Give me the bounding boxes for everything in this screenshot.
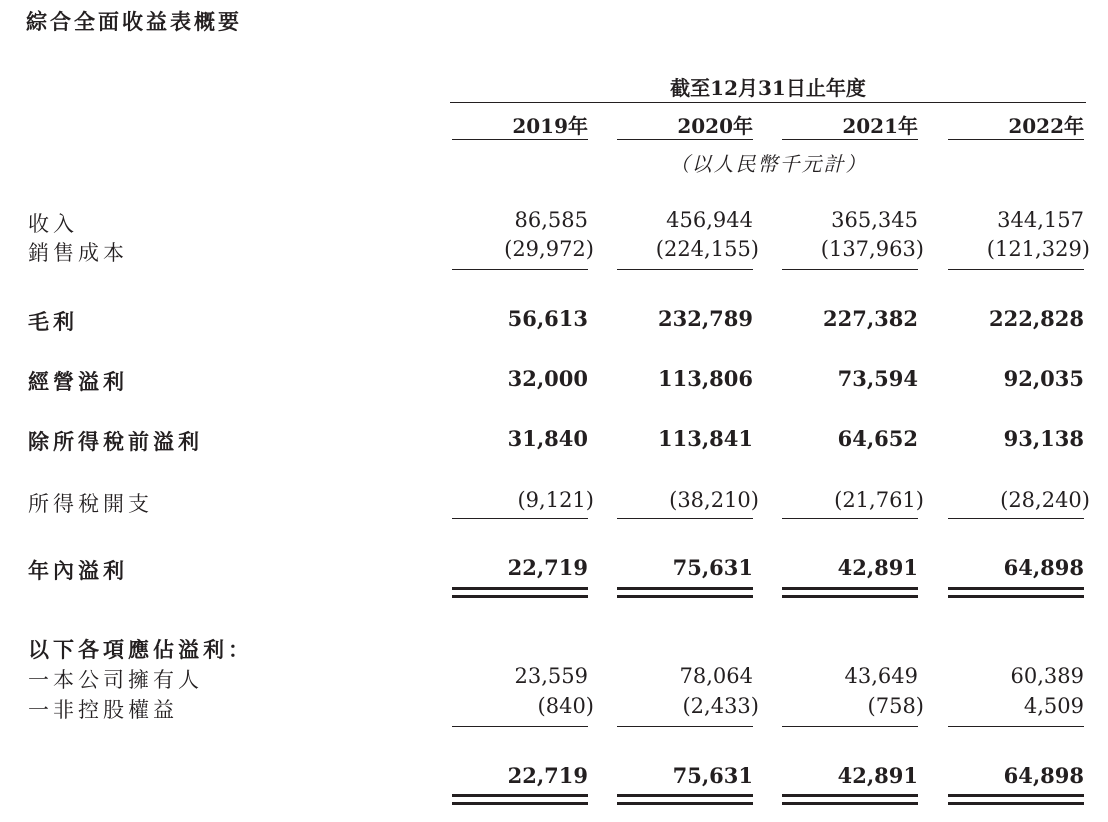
cell-profit-before-tax-2022: 93,138 xyxy=(1003,426,1084,451)
subtotal-rule xyxy=(617,726,753,727)
cell-gross-profit-2021: 227,382 xyxy=(823,306,918,331)
cell-owners-2022: 60,389 xyxy=(1010,664,1084,688)
year-header-rule xyxy=(948,139,1084,140)
subtotal-rule xyxy=(782,518,918,519)
year-header-rule xyxy=(617,139,753,140)
row-label-income-tax: 所得稅開支 xyxy=(28,492,153,516)
total-double-rule xyxy=(948,587,1084,598)
unit-note: （以人民幣千元計） xyxy=(669,152,868,176)
subtotal-rule xyxy=(782,726,918,727)
cell-cost-of-sales-2021: (137,963) xyxy=(820,237,924,261)
subtotal-rule xyxy=(452,518,588,519)
cell-profit-for-year-2019: 22,719 xyxy=(507,555,588,580)
cell-profit-before-tax-2020: 113,841 xyxy=(658,426,753,451)
cell-total-attributable-2020: 75,631 xyxy=(672,763,753,788)
subtotal-rule xyxy=(948,518,1084,519)
cell-gross-profit-2020: 232,789 xyxy=(658,306,753,331)
total-double-rule xyxy=(782,794,918,805)
period-header-rule xyxy=(450,102,1086,103)
cell-income-tax-2022: (28,240) xyxy=(1000,488,1090,512)
cell-total-attributable-2022: 64,898 xyxy=(1003,763,1084,788)
cell-profit-for-year-2021: 42,891 xyxy=(837,555,918,580)
year-header-2021: 2021年 xyxy=(842,114,918,138)
cell-income-tax-2021: (21,761) xyxy=(834,488,924,512)
total-double-rule xyxy=(782,587,918,598)
cell-non-controlling-2019: (840) xyxy=(537,694,594,718)
cell-profit-for-year-2020: 75,631 xyxy=(672,555,753,580)
year-header-rule xyxy=(782,139,918,140)
cell-operating-profit-2022: 92,035 xyxy=(1003,366,1084,391)
cell-revenue-2022: 344,157 xyxy=(997,208,1084,232)
cell-owners-2020: 78,064 xyxy=(679,664,753,688)
subtotal-rule xyxy=(948,726,1084,727)
row-label-attributable-to: 以下各項應佔溢利： xyxy=(28,637,253,662)
row-label-operating-profit: 經營溢利 xyxy=(28,369,128,394)
statement-title: 綜合全面收益表概要 xyxy=(26,9,242,34)
total-double-rule xyxy=(452,794,588,805)
subtotal-rule xyxy=(452,269,588,270)
cell-cost-of-sales-2022: (121,329) xyxy=(986,237,1090,261)
row-label-non-controlling: 一非控股權益 xyxy=(28,698,178,722)
row-label-cost-of-sales: 銷售成本 xyxy=(28,241,128,265)
cell-operating-profit-2021: 73,594 xyxy=(837,366,918,391)
cell-non-controlling-2022: 4,509 xyxy=(1023,694,1084,718)
subtotal-rule xyxy=(452,726,588,727)
row-label-profit-for-year: 年內溢利 xyxy=(28,558,128,583)
cell-income-tax-2020: (38,210) xyxy=(669,488,759,512)
cell-non-controlling-2020: (2,433) xyxy=(682,694,759,718)
row-label-revenue: 收入 xyxy=(28,212,78,236)
cell-revenue-2020: 456,944 xyxy=(666,208,753,232)
cell-owners-2019: 23,559 xyxy=(514,664,588,688)
year-header-rule xyxy=(452,139,588,140)
row-label-owners: 一本公司擁有人 xyxy=(28,668,203,692)
cell-profit-before-tax-2021: 64,652 xyxy=(837,426,918,451)
cell-profit-for-year-2022: 64,898 xyxy=(1003,555,1084,580)
total-double-rule xyxy=(617,587,753,598)
cell-cost-of-sales-2019: (29,972) xyxy=(504,237,594,261)
cell-operating-profit-2019: 32,000 xyxy=(507,366,588,391)
cell-gross-profit-2019: 56,613 xyxy=(507,306,588,331)
year-header-2019: 2019年 xyxy=(512,114,588,138)
cell-revenue-2021: 365,345 xyxy=(831,208,918,232)
row-label-gross-profit: 毛利 xyxy=(28,309,78,334)
subtotal-rule xyxy=(948,269,1084,270)
cell-revenue-2019: 86,585 xyxy=(514,208,588,232)
row-label-profit-before-tax: 除所得稅前溢利 xyxy=(28,429,203,454)
cell-income-tax-2019: (9,121) xyxy=(517,488,594,512)
cell-operating-profit-2020: 113,806 xyxy=(658,366,753,391)
subtotal-rule xyxy=(617,269,753,270)
cell-gross-profit-2022: 222,828 xyxy=(989,306,1084,331)
year-header-2022: 2022年 xyxy=(1008,114,1084,138)
cell-total-attributable-2021: 42,891 xyxy=(837,763,918,788)
cell-total-attributable-2019: 22,719 xyxy=(507,763,588,788)
cell-profit-before-tax-2019: 31,840 xyxy=(507,426,588,451)
total-double-rule xyxy=(617,794,753,805)
total-double-rule xyxy=(948,794,1084,805)
subtotal-rule xyxy=(617,518,753,519)
subtotal-rule xyxy=(782,269,918,270)
cell-owners-2021: 43,649 xyxy=(844,664,918,688)
year-header-2020: 2020年 xyxy=(677,114,753,138)
total-double-rule xyxy=(452,587,588,598)
cell-cost-of-sales-2020: (224,155) xyxy=(655,237,759,261)
cell-non-controlling-2021: (758) xyxy=(867,694,924,718)
period-header: 截至12月31日止年度 xyxy=(670,76,866,100)
